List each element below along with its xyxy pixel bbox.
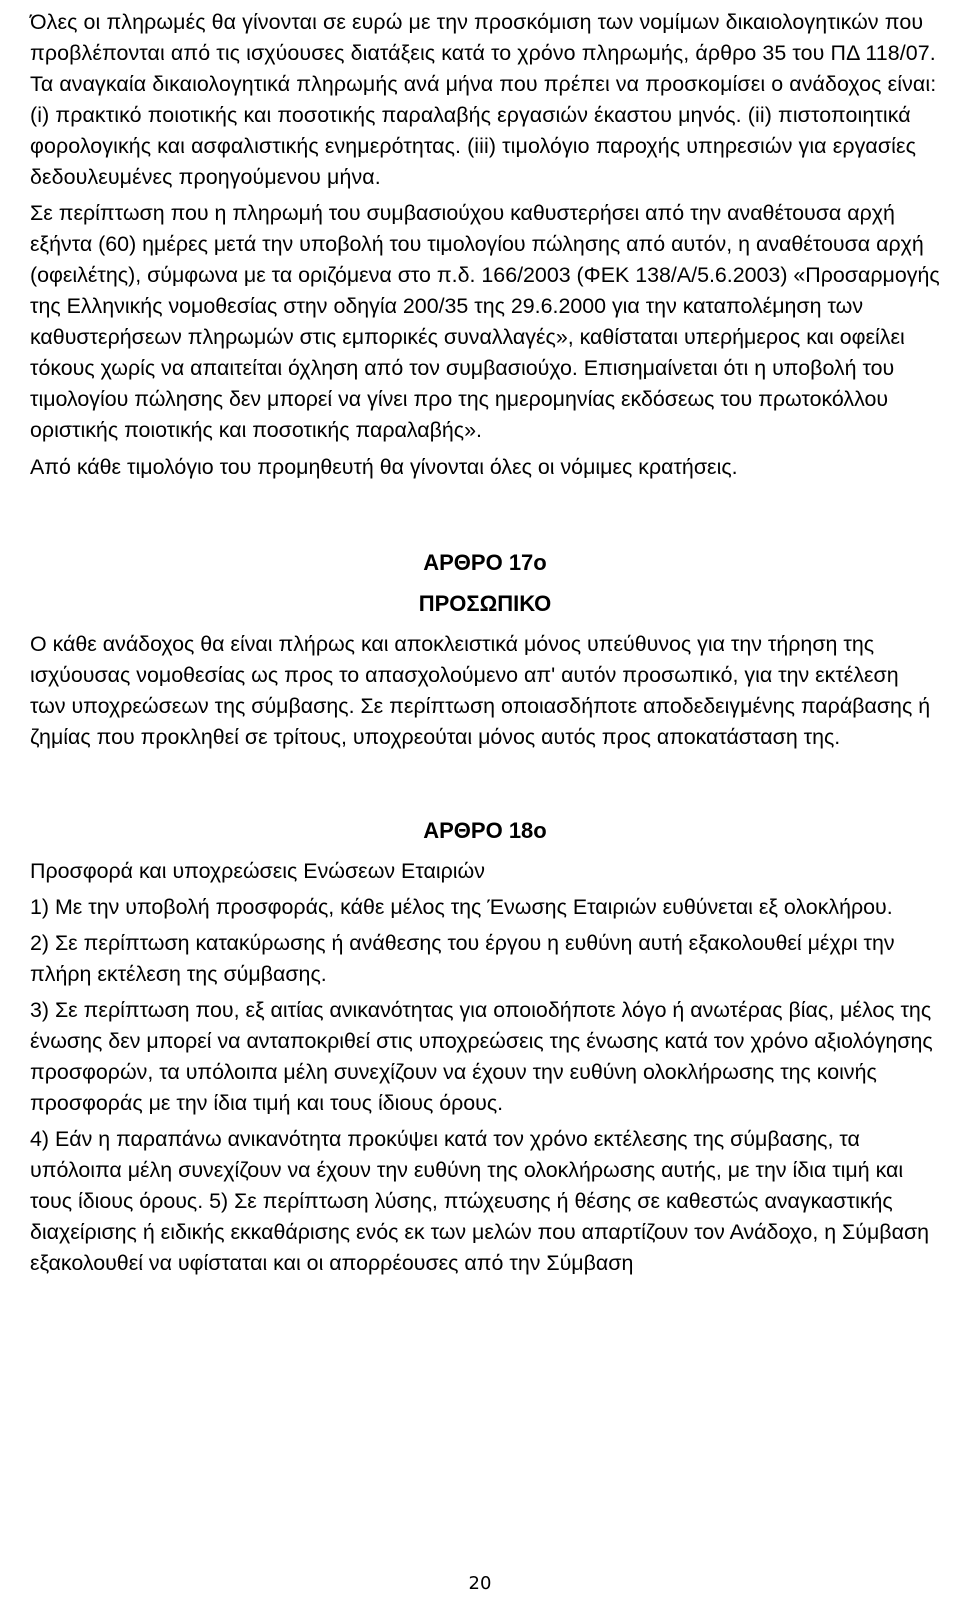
article-17-text: Ο κάθε ανάδοχος θα είναι πλήρως και αποκλειστικά μόνος υπεύθυνος για την τήρηση της ισχύουσας νομοθεσίας ως προς το απασχολούμενο απ' αυτόν προσωπικό, για την εκτέλεση των υποχρεώσεων της σύμβασης. Σε περίπτωση οποιασδήποτε αποδεδειγμένης παράβασης ή ζημίας που προκληθεί σε τρίτους, υποχρεούται μόνος αυτός προς αποκατάσταση της. <box>30 632 931 749</box>
article-17-subheading: ΠΡΟΣΩΠΙΚΟ <box>418 591 552 616</box>
document-page <box>30 0 940 1279</box>
article-18-item-2: 2) Σε περίπτωση κατακύρωσης ή ανάθεσης του έργου η ευθύνη αυτή εξακολουθεί μέχρι την πλήρη εκτέλεση της σύμβασης. <box>30 931 895 986</box>
deductions-paragraph: Από κάθε τιμολόγιο του προμηθευτή θα γίνονται όλες οι νόμιμες κρατήσεις. <box>30 455 738 479</box>
article-18-item-3: 3) Σε περίπτωση που, εξ αιτίας ανικανότητας για οποιοδήποτε λόγο ή ανωτέρας βίας, μέλος της ένωσης δεν μπορεί να ανταποκριθεί στις υποχρεώσεις της ένωσης κατά τον χρόνο αξιολόγησης προσφορών, τα υπόλοιπα μέλη συνεχίζουν να έχουν την ευθύνη ολοκλήρωσης της κοινής προσφοράς με την ίδια τιμή και τους ίδιους όρους. <box>30 998 933 1115</box>
article-18-item-4: 4) Εάν η παραπάνω ανικανότητα προκύψει κατά τον χρόνο εκτέλεσης της σύμβασης, τα υπόλοιπα μέλη συνεχίζουν να έχουν την ευθύνη της ολοκλήρωσης αυτής, με την ίδια τιμή και τους ίδιους όρους. 5) Σε περίπτωση λύσης, πτώχευσης ή θέσης σε καθεστώς αναγκαστικής διαχείρισης ή ειδικής εκκαθάρισης ενός εκ των μελών που απαρτίζουν τον Ανάδοχο, η Σύμβαση εξακολουθεί να υφίσταται και οι απορρέουσες από την Σύμβαση <box>30 1127 930 1275</box>
article-18-heading: ΑΡΘΡΟ 18ο <box>423 818 547 843</box>
page-number: 20 <box>468 1573 492 1594</box>
article-17-heading: ΑΡΘΡΟ 17ο <box>423 550 547 575</box>
payment-terms-paragraph: Όλες οι πληρωμές θα γίνονται σε ευρώ με την προσκόμιση των νομίμων δικαιολογητικών που προβλέπονται από τις ισχύουσες διατάξεις κατά το χρόνο πληρωμής, άρθρο 35 του ΠΔ 118/07. Τα αναγκαία δικαιολογητικά πληρωμής ανά μήνα που πρέπει να προσκομίσει ο ανάδοχος είναι: (i) πρακτικό ποιοτικής και ποσοτικής παραλαβής εργασιών έκαστου μηνός. (ii) πιστοποιητικά φορολογικής και ασφαλιστικής ενημερότητας. (iii) τιμολόγιο παροχής υπηρεσιών για εργασίες δεδουλευμένες προηγούμενου μήνα. <box>30 10 937 189</box>
article-18-item-1: 1) Με την υποβολή προσφοράς, κάθε μέλος της Ένωσης Εταιριών ευθύνεται εξ ολοκλήρου. <box>30 895 893 919</box>
article-18-subtitle: Προσφορά και υποχρεώσεις Ενώσεων Εταιριών <box>30 859 485 883</box>
late-payment-paragraph: Σε περίπτωση που η πληρωμή του συμβασιούχου καθυστερήσει από την αναθέτουσα αρχή εξήντα (60) ημέρες μετά την υποβολή του τιμολογίου πώλησης από αυτόν, η αναθέτουσα αρχή (οφειλέτης), σύμφωνα με τα οριζόμενα στο π.δ. 166/2003 (ΦΕΚ 138/Α/5.6.2003) «Προσαρμογής της Ελληνικής νομοθεσίας στην οδηγία 200/35 της 29.6.2000 για την καταπολέμηση των καθυστερήσεων πληρωμών στις εμπορικές συναλλαγές», καθίσταται υπερήμερος και οφείλει τόκους χωρίς να απαιτείται όχληση από τον συμβασιούχο. Επισημαίνεται ότι η υποβολή του τιμολογίου πώλησης δεν μπορεί να γίνει προ της ημερομηνίας εκδόσεως του πρωτοκόλλου οριστικής ποιοτικής και ποσοτικής παραλαβής». <box>30 201 940 442</box>
